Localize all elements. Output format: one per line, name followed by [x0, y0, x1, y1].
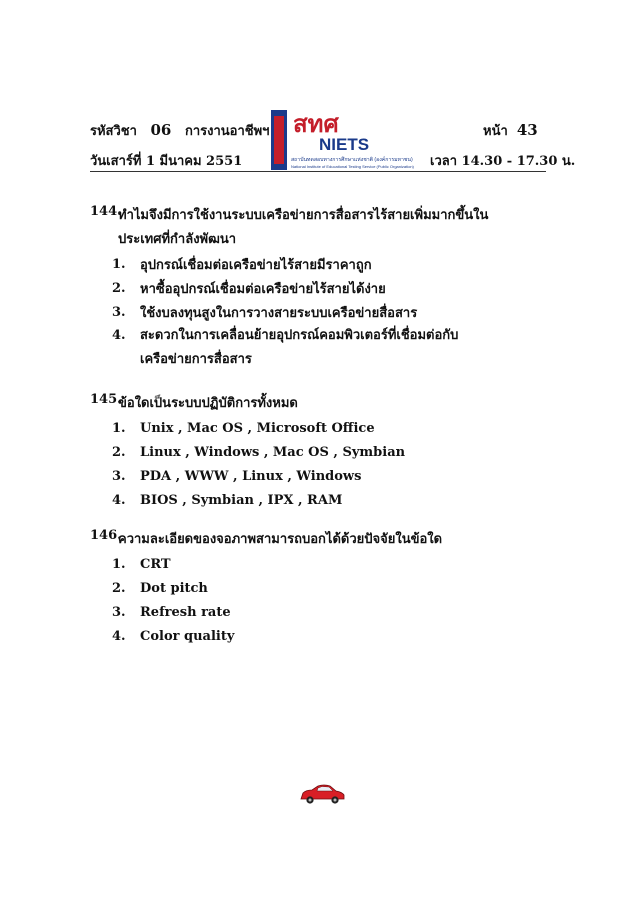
logo-acronym: NIETS — [319, 135, 370, 154]
question-stem — [90, 204, 528, 252]
subject-line — [90, 120, 269, 141]
option-number: 1. — [112, 420, 126, 436]
option-text: สะดวกในการเคลื่อนย้ายอุปกรณ์คอมพิวเตอร์ที่เชื่อมต่อกับเครือข่ายการสื่อสาร — [140, 328, 459, 367]
option-text: Unix , Mac OS , Microsoft Office — [140, 420, 375, 436]
option-1 — [90, 416, 528, 440]
option-number: 4. — [112, 328, 126, 343]
exam-date: วันเสาร์ที่ 1 มีนาคม 2551 — [90, 154, 243, 169]
option-1 — [90, 252, 528, 276]
red-car-icon — [298, 782, 346, 806]
option-number: 4. — [112, 492, 126, 508]
option-text: BIOS , Symbian , IPX , RAM — [140, 492, 343, 508]
logo-title: สทศ — [293, 111, 339, 138]
option-text: หาซื้ออุปกรณ์เชื่อมต่อเครือข่ายไร้สายได้ง่าย — [140, 281, 386, 297]
option-3 — [90, 464, 528, 488]
logo-english-name: National Institute of Educational Testing Service (Public Organization) — [291, 164, 414, 169]
option-4 — [90, 624, 528, 648]
question-number: 144. — [90, 204, 122, 219]
question-text: ข้อใดเป็นระบบปฏิบัติการทั้งหมด — [118, 396, 298, 411]
option-4 — [90, 324, 528, 372]
option-text: Color quality — [140, 628, 235, 644]
logo-thai-name: สถาบันทดสอบทางการศึกษาแห่งชาติ (องค์การมหาชน) — [291, 157, 413, 163]
option-number: 4. — [112, 628, 126, 644]
option-text: PDA , WWW , Linux , Windows — [140, 468, 362, 484]
option-3 — [90, 600, 528, 624]
exam-time: เวลา 14.30 - 17.30 น. — [430, 154, 576, 169]
question-146 — [90, 528, 528, 648]
question-145 — [90, 392, 528, 512]
option-1 — [90, 552, 528, 576]
option-text: Dot pitch — [140, 580, 208, 596]
option-number: 1. — [112, 256, 126, 272]
page-indicator — [483, 120, 538, 141]
page-number: 43 — [516, 121, 538, 139]
question-number: 145. — [90, 392, 122, 407]
niets-logo — [271, 108, 419, 172]
option-number: 3. — [112, 304, 126, 320]
question-text: ความละเอียดของจอภาพสามารถบอกได้ด้วยปัจจัยในข้อใด — [118, 532, 443, 547]
subject-label: รหัสวิชา — [90, 124, 137, 139]
question-number: 146. — [90, 528, 122, 543]
option-2 — [90, 276, 528, 300]
option-number: 2. — [112, 280, 126, 296]
option-number: 3. — [112, 468, 126, 484]
option-number: 2. — [112, 444, 126, 460]
page-label: หน้า — [483, 124, 508, 139]
option-number: 1. — [112, 556, 126, 572]
subject-code: 06 — [150, 121, 172, 139]
option-2 — [90, 440, 528, 464]
option-text: Refresh rate — [140, 604, 231, 620]
option-number: 2. — [112, 580, 126, 596]
logo-book-cover — [274, 116, 284, 164]
option-text: Linux , Windows , Mac OS , Symbian — [140, 444, 406, 460]
subject-name: การงานอาชีพฯ — [184, 124, 270, 139]
question-text: ทำไมจึงมีการใช้งานระบบเครือข่ายการสื่อสารไร้สายเพิ่มมากขึ้นในประเทศที่กำลังพัฒนา — [118, 208, 489, 247]
option-number: 3. — [112, 604, 126, 620]
option-text: ใช้งบลงทุนสูงในการวางสายระบบเครือข่ายสื่อสาร — [140, 305, 418, 321]
option-4 — [90, 488, 528, 512]
option-text: CRT — [140, 556, 171, 572]
option-2 — [90, 576, 528, 600]
question-stem — [90, 528, 528, 552]
question-144 — [90, 204, 528, 372]
option-3 — [90, 300, 528, 324]
option-text: อุปกรณ์เชื่อมต่อเครือข่ายไร้สายมีราคาถูก — [140, 257, 372, 273]
question-stem — [90, 392, 528, 416]
